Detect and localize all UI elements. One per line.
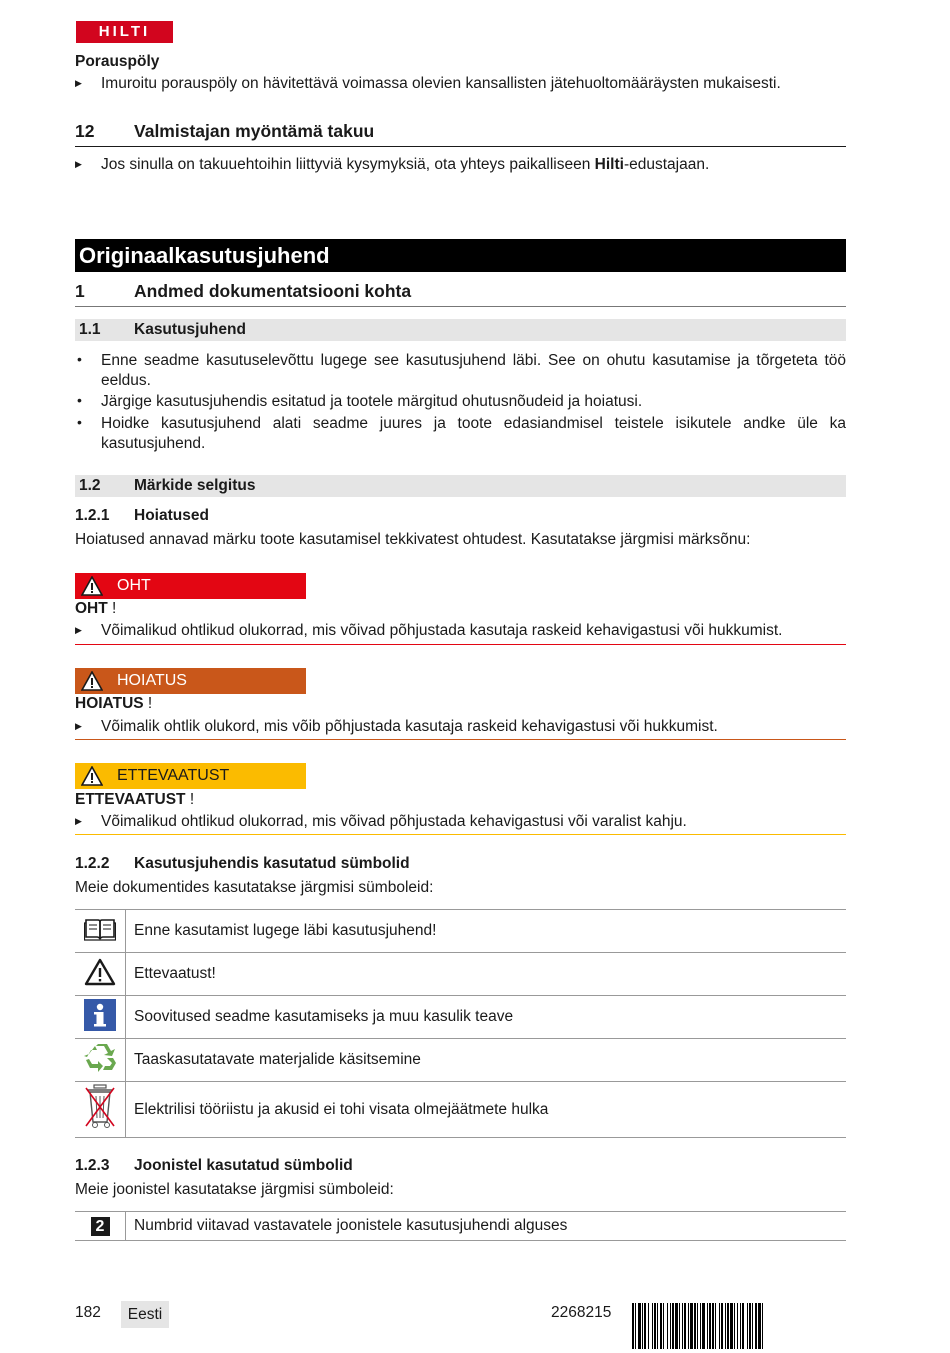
warning-text: Võimalik ohtlik olukord, mis võib põhjustada kasutaja raskeid kehavigastusi või hukkumist. bbox=[101, 718, 718, 735]
symbol-description: Ettevaatust! bbox=[126, 953, 847, 996]
barcode-icon bbox=[632, 1303, 846, 1349]
list-item-text: Enne seadme kasutuselevõttu lugege see kasutusjuhend läbi. See on ohutu kasutamise ja tõrgeteta töö eeldus. bbox=[101, 352, 846, 389]
table-row bbox=[75, 953, 846, 996]
warning-triangle-icon bbox=[81, 671, 103, 691]
document-number: 2268215 bbox=[551, 1304, 612, 1321]
list-item bbox=[75, 351, 846, 391]
section-title: Märkide selgitus bbox=[134, 477, 256, 494]
symbol-description: Elektrilisi tööriistu ja akusid ei tohi visata olmejäätmete hulka bbox=[126, 1082, 847, 1138]
section-title: Kasutusjuhend bbox=[134, 321, 246, 338]
arrow-bullet-icon: ▶ bbox=[75, 625, 82, 635]
arrow-bullet-icon: ▶ bbox=[75, 721, 82, 731]
section-1-2-2-heading bbox=[75, 855, 846, 875]
table-row bbox=[75, 910, 846, 953]
section-number: 1.2 bbox=[79, 477, 101, 494]
warning-heading: HOIATUS ! bbox=[75, 695, 153, 712]
language-banner: Originaalkasutusjuhend bbox=[75, 239, 846, 272]
warning-bullet bbox=[75, 717, 846, 737]
symbols-table bbox=[75, 909, 846, 1138]
table-row bbox=[75, 1082, 846, 1138]
bullet-text: Jos sinulla on takuuehtoihin liittyviä kysymyksiä, ota yhteys paikalliseen Hilti-edustajaan. bbox=[101, 156, 710, 173]
section-1-2-heading bbox=[75, 475, 846, 497]
warning-label: ETTEVAATUST bbox=[117, 767, 230, 784]
section-rule bbox=[75, 306, 846, 307]
bullet-text: Imuroitu porauspöly on hävitettävä voimassa olevien kansallisten jätehuoltomääräysten mukaisesti. bbox=[101, 75, 781, 92]
warning-triangle-icon bbox=[84, 958, 116, 986]
hilti-logo: HILTI bbox=[76, 21, 173, 43]
warning-triangle-icon bbox=[81, 576, 103, 596]
symbol-description: Taaskasutatavate materjalide käsitsemine bbox=[126, 1039, 847, 1082]
crossed-bin-icon bbox=[83, 1084, 117, 1130]
table-row bbox=[75, 996, 846, 1039]
caution-label-box bbox=[75, 763, 306, 789]
warning-triangle-icon bbox=[81, 766, 103, 786]
bullet-dot: • bbox=[77, 351, 82, 367]
info-icon bbox=[84, 999, 116, 1031]
symbol-description: Enne kasutamist lugege läbi kasutusjuhend! bbox=[126, 910, 847, 953]
arrow-bullet-icon: ▶ bbox=[75, 78, 82, 88]
table-row bbox=[75, 1212, 846, 1241]
symbol-cell bbox=[75, 1039, 126, 1082]
top-section-heading: Porauspöly bbox=[75, 53, 160, 70]
symbol-description: Numbrid viitavad vastavatele joonistele kasutusjuhendi alguses bbox=[126, 1212, 847, 1241]
warning-rule bbox=[75, 739, 846, 740]
warning-heading: ETTEVAATUST ! bbox=[75, 791, 195, 808]
figure-number-icon: 2 bbox=[91, 1217, 110, 1236]
symbol-description: Soovitused seadme kasutamiseks ja muu kasulik teave bbox=[126, 996, 847, 1039]
warning-label: HOIATUS bbox=[117, 672, 187, 689]
section-12-bullet bbox=[75, 155, 846, 175]
warning-bullet bbox=[75, 621, 846, 641]
symbol-cell bbox=[75, 910, 126, 953]
section-number: 12 bbox=[75, 121, 95, 141]
section-number: 1 bbox=[75, 281, 85, 301]
section-title: Kasutusjuhendis kasutatud sümbolid bbox=[134, 855, 410, 872]
danger-label-box bbox=[75, 573, 306, 599]
section-number: 1.2.2 bbox=[75, 855, 110, 872]
top-section-bullet bbox=[75, 74, 846, 94]
section-1-2-1-heading bbox=[75, 507, 846, 527]
section-number: 1.2.3 bbox=[75, 1157, 110, 1174]
section-12-heading bbox=[75, 121, 846, 145]
section-number: 1.2.1 bbox=[75, 507, 110, 524]
page-number: 182 bbox=[75, 1304, 101, 1321]
warning-label: OHT bbox=[117, 577, 151, 594]
section-title: Valmistajan myöntämä takuu bbox=[134, 121, 375, 141]
warning-rule bbox=[75, 834, 846, 835]
section-title: Joonistel kasutatud sümbolid bbox=[134, 1157, 353, 1174]
symbol-cell bbox=[75, 1082, 126, 1138]
symbol-cell bbox=[75, 1212, 126, 1241]
warning-rule bbox=[75, 644, 846, 645]
warning-text: Võimalikud ohtlikud olukorrad, mis võivad põhjustada kehavigastusi või varalist kahju. bbox=[101, 813, 687, 830]
symbol-cell bbox=[75, 953, 126, 996]
section-title: Andmed dokumentatsiooni kohta bbox=[134, 281, 412, 301]
section-rule bbox=[75, 146, 846, 147]
warning-bullet bbox=[75, 812, 846, 832]
table-row bbox=[75, 1039, 846, 1082]
section-intro: Meie dokumentides kasutatakse järgmisi sümboleid: bbox=[75, 879, 434, 896]
section-intro: Meie joonistel kasutatakse järgmisi sümboleid: bbox=[75, 1181, 394, 1198]
bullet-dot: • bbox=[77, 392, 82, 408]
list-item bbox=[75, 414, 846, 454]
section-number: 1.1 bbox=[79, 321, 101, 338]
warning-label-box bbox=[75, 668, 306, 694]
figure-symbols-table bbox=[75, 1211, 846, 1241]
section-1-heading bbox=[75, 281, 846, 305]
section-intro: Hoiatused annavad märku toote kasutamisel tekkivatest ohtudest. Kasutatakse järgmisi märksõnu: bbox=[75, 531, 751, 548]
book-icon bbox=[84, 916, 116, 942]
list-item bbox=[75, 392, 846, 412]
list-item-text: Järgige kasutusjuhendis esitatud ja tootele märgitud ohutusnõudeid ja hoiatusi. bbox=[101, 393, 643, 410]
warning-text: Võimalikud ohtlikud olukorrad, mis võivad põhjustada kasutaja raskeid kehavigastusi või hukkumist. bbox=[101, 622, 783, 639]
section-1-2-3-heading bbox=[75, 1157, 846, 1177]
section-1-1-heading bbox=[75, 319, 846, 341]
list-item-text: Hoidke kasutusjuhend alati seadme juures ja toote edasiandmisel teistele isikutele andke üle ka kasutusjuhend. bbox=[101, 415, 846, 452]
language-tag: Eesti bbox=[121, 1301, 169, 1328]
symbol-cell bbox=[75, 996, 126, 1039]
arrow-bullet-icon: ▶ bbox=[75, 159, 82, 169]
warning-heading: OHT ! bbox=[75, 600, 117, 617]
recycle-icon bbox=[83, 1042, 117, 1074]
bullet-dot: • bbox=[77, 414, 82, 430]
section-title: Hoiatused bbox=[134, 507, 209, 524]
arrow-bullet-icon: ▶ bbox=[75, 816, 82, 826]
